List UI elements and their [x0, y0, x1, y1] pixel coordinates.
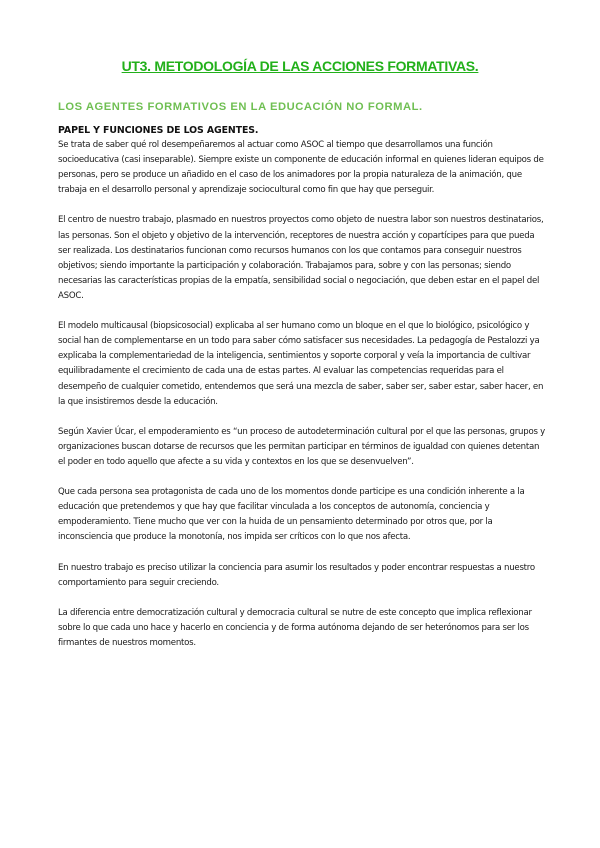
section-subtitle: LOS AGENTES FORMATIVOS EN LA EDUCACIÓN NO FORMAL.: [58, 101, 423, 113]
paragraph: Según Xavier Úcar, el empoderamiento es “un proceso de autodeterminación cultural por el que las personas, grupos y organizaciones buscan dotarse de recursos que les permitan participar en términos de igualdad con quienes detentan el poder en todo aquello que afecte a su vida y contextos en los que se desenvuelven”.: [58, 426, 545, 467]
paragraph: El centro de nuestro trabajo, plasmado en nuestros proyectos como objeto de nuestra labor son nuestros destinatarios, las personas. Son el objeto y objetivo de la intervención, receptores de nuestra acción y copartícipes para que pueda ser realizada. Los destinatarios funcionan como recursos humanos con los que contamos para conseguir nuestros objetivos; siendo importante la participación y colaboración. Trabajamos para, sobre y con las personas; siendo necesarias las características propias de la empatía, sensibilidad social o negociación, que deben estar en el papel del ASOC.: [58, 215, 544, 301]
paragraph: Que cada persona sea protagonista de cada uno de los momentos donde participe es una condición inherente a la educación que pretendemos y que hay que facilitar vinculada a los conceptos de autonomía, conciencia y empoderamiento. Tiene mucho que ver con la huida de un pensamiento determinado por otros que, por la inconsciencia que produce la monotonía, nos impida ser críticos con lo que nos afecta.: [58, 487, 525, 543]
body-text: [58, 138, 548, 666]
section-heading: PAPEL Y FUNCIONES DE LOS AGENTES.: [58, 125, 259, 136]
paragraph: En nuestro trabajo es preciso utilizar la conciencia para asumir los resultados y poder encontrar respuestas a nuestro comportamiento para seguir creciendo.: [58, 562, 535, 588]
paragraph: El modelo multicausal (biopsicosocial) explicaba al ser humano como un bloque en el que lo biológico, psicológico y social han de complementarse en un todo para saber cómo satisfacer sus necesidades. La pedagogía de Pestalozzi ya explicaba la complementariedad de la inteligencia, sentimientos y soporte corporal y veía la importancia de cultivar equilibradamente el crecimiento de cada una de estas partes. Al evaluar las competencias requeridas para el desempeño de cualquier cometido, entendemos que será una mezcla de saber, saber ser, saber estar, saber hacer, en la que insistiremos desde la educación.: [58, 321, 544, 407]
paragraph: Se trata de saber qué rol desempeñaremos al actuar como ASOC al tiempo que desarrollamos una función socioeducativa (casi inseparable). Siempre existe un componente de educación informal en quienes lideran equipos de personas, pero se produce un añadido en el caso de los animadores por la propia naturaleza de la animación, que trabaja en el desarrollo personal y aprendizaje sociocultural como fin que hay que perseguir.: [58, 140, 544, 196]
paragraph: La diferencia entre democratización cultural y democracia cultural se nutre de este concepto que implica reflexionar sobre lo que cada uno hace y hacerlo en conciencia y de forma autónoma dejando de ser heterónomos para ser los firmantes de nuestros momentos.: [58, 607, 532, 649]
document-title: UT3. METODOLOGÍA DE LAS ACCIONES FORMATIVAS.: [121, 58, 479, 74]
